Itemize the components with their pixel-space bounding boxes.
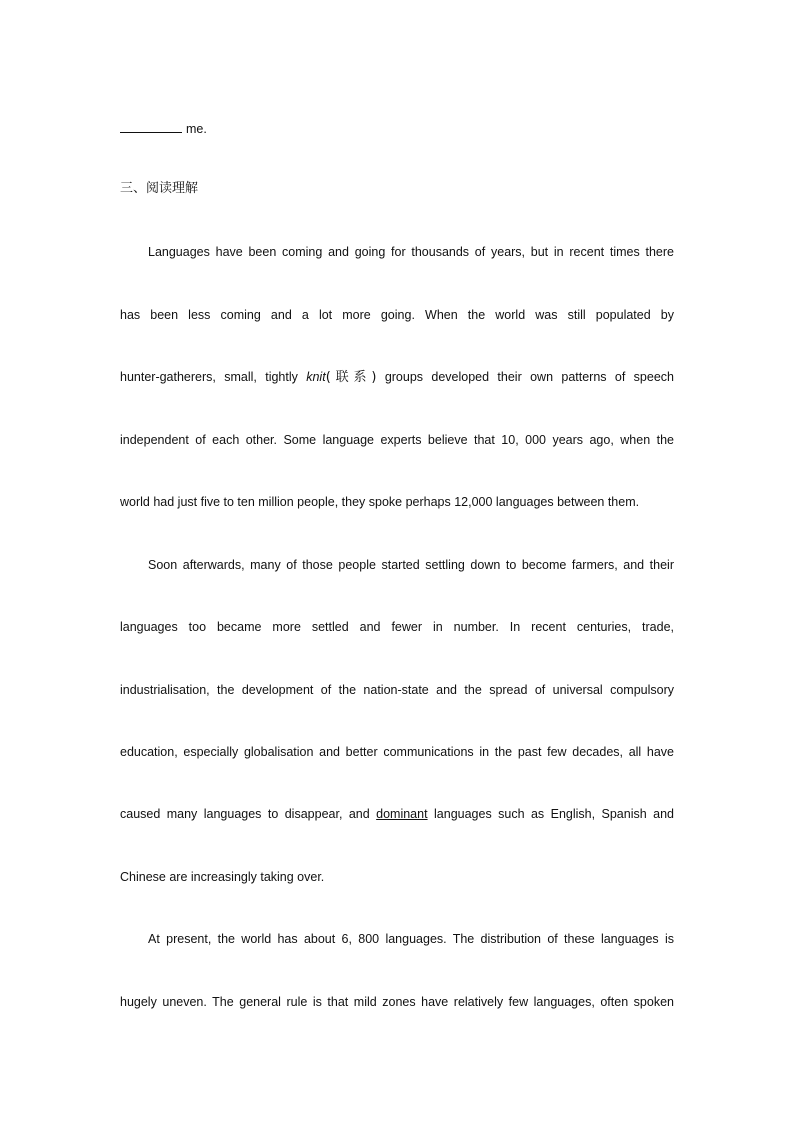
p1-line-1: Languages have been coming and going for thousands of years, but in recent times there xyxy=(148,245,674,259)
p1-line-3 xyxy=(120,369,674,386)
fill-in-suffix: me. xyxy=(186,122,207,136)
p2-line-5-before: caused many languages to disappear, and xyxy=(120,807,377,821)
glossed-word: knit xyxy=(306,370,326,384)
p1-line-3-before: hunter-gatherers, small, tightly xyxy=(120,370,307,384)
p2-line-5 xyxy=(120,806,674,822)
fill-in-line xyxy=(120,120,674,137)
p2-line-4: education, especially globalisation and better communications in the past few decades, all have xyxy=(120,745,674,759)
p2-line-1: Soon afterwards, many of those people started settling down to become farmers, and their xyxy=(148,558,674,572)
p1-line-2: has been less coming and a lot more going. When the world was still populated by xyxy=(120,308,674,322)
gloss-chinese: (联系) xyxy=(325,370,377,385)
p1-line-4: independent of each other. Some language experts believe that 10, 000 years ago, when the xyxy=(120,433,674,447)
p1-line-3-after: groups developed their own patterns of speech xyxy=(376,370,674,384)
underlined-word: dominant xyxy=(376,807,428,821)
p2-line-6: Chinese are increasingly taking over. xyxy=(120,870,325,884)
p2-line-2: languages too became more settled and fewer in number. In recent centuries, trade, xyxy=(120,620,674,634)
p3-line-1: At present, the world has about 6, 800 languages. The distribution of these languages is xyxy=(148,932,674,946)
p3-line-2: hugely uneven. The general rule is that mild zones have relatively few languages, often spoken xyxy=(120,995,674,1009)
section-title: 三、阅读理解 xyxy=(120,181,199,196)
answer-blank[interactable] xyxy=(120,120,182,133)
p2-line-3: industrialisation, the development of the nation-state and the spread of universal compulsory xyxy=(120,683,674,697)
p2-line-5-after: languages such as English, Spanish and xyxy=(427,807,674,821)
p1-line-5: world had just five to ten million people, they spoke perhaps 12,000 languages between them. xyxy=(120,495,640,509)
